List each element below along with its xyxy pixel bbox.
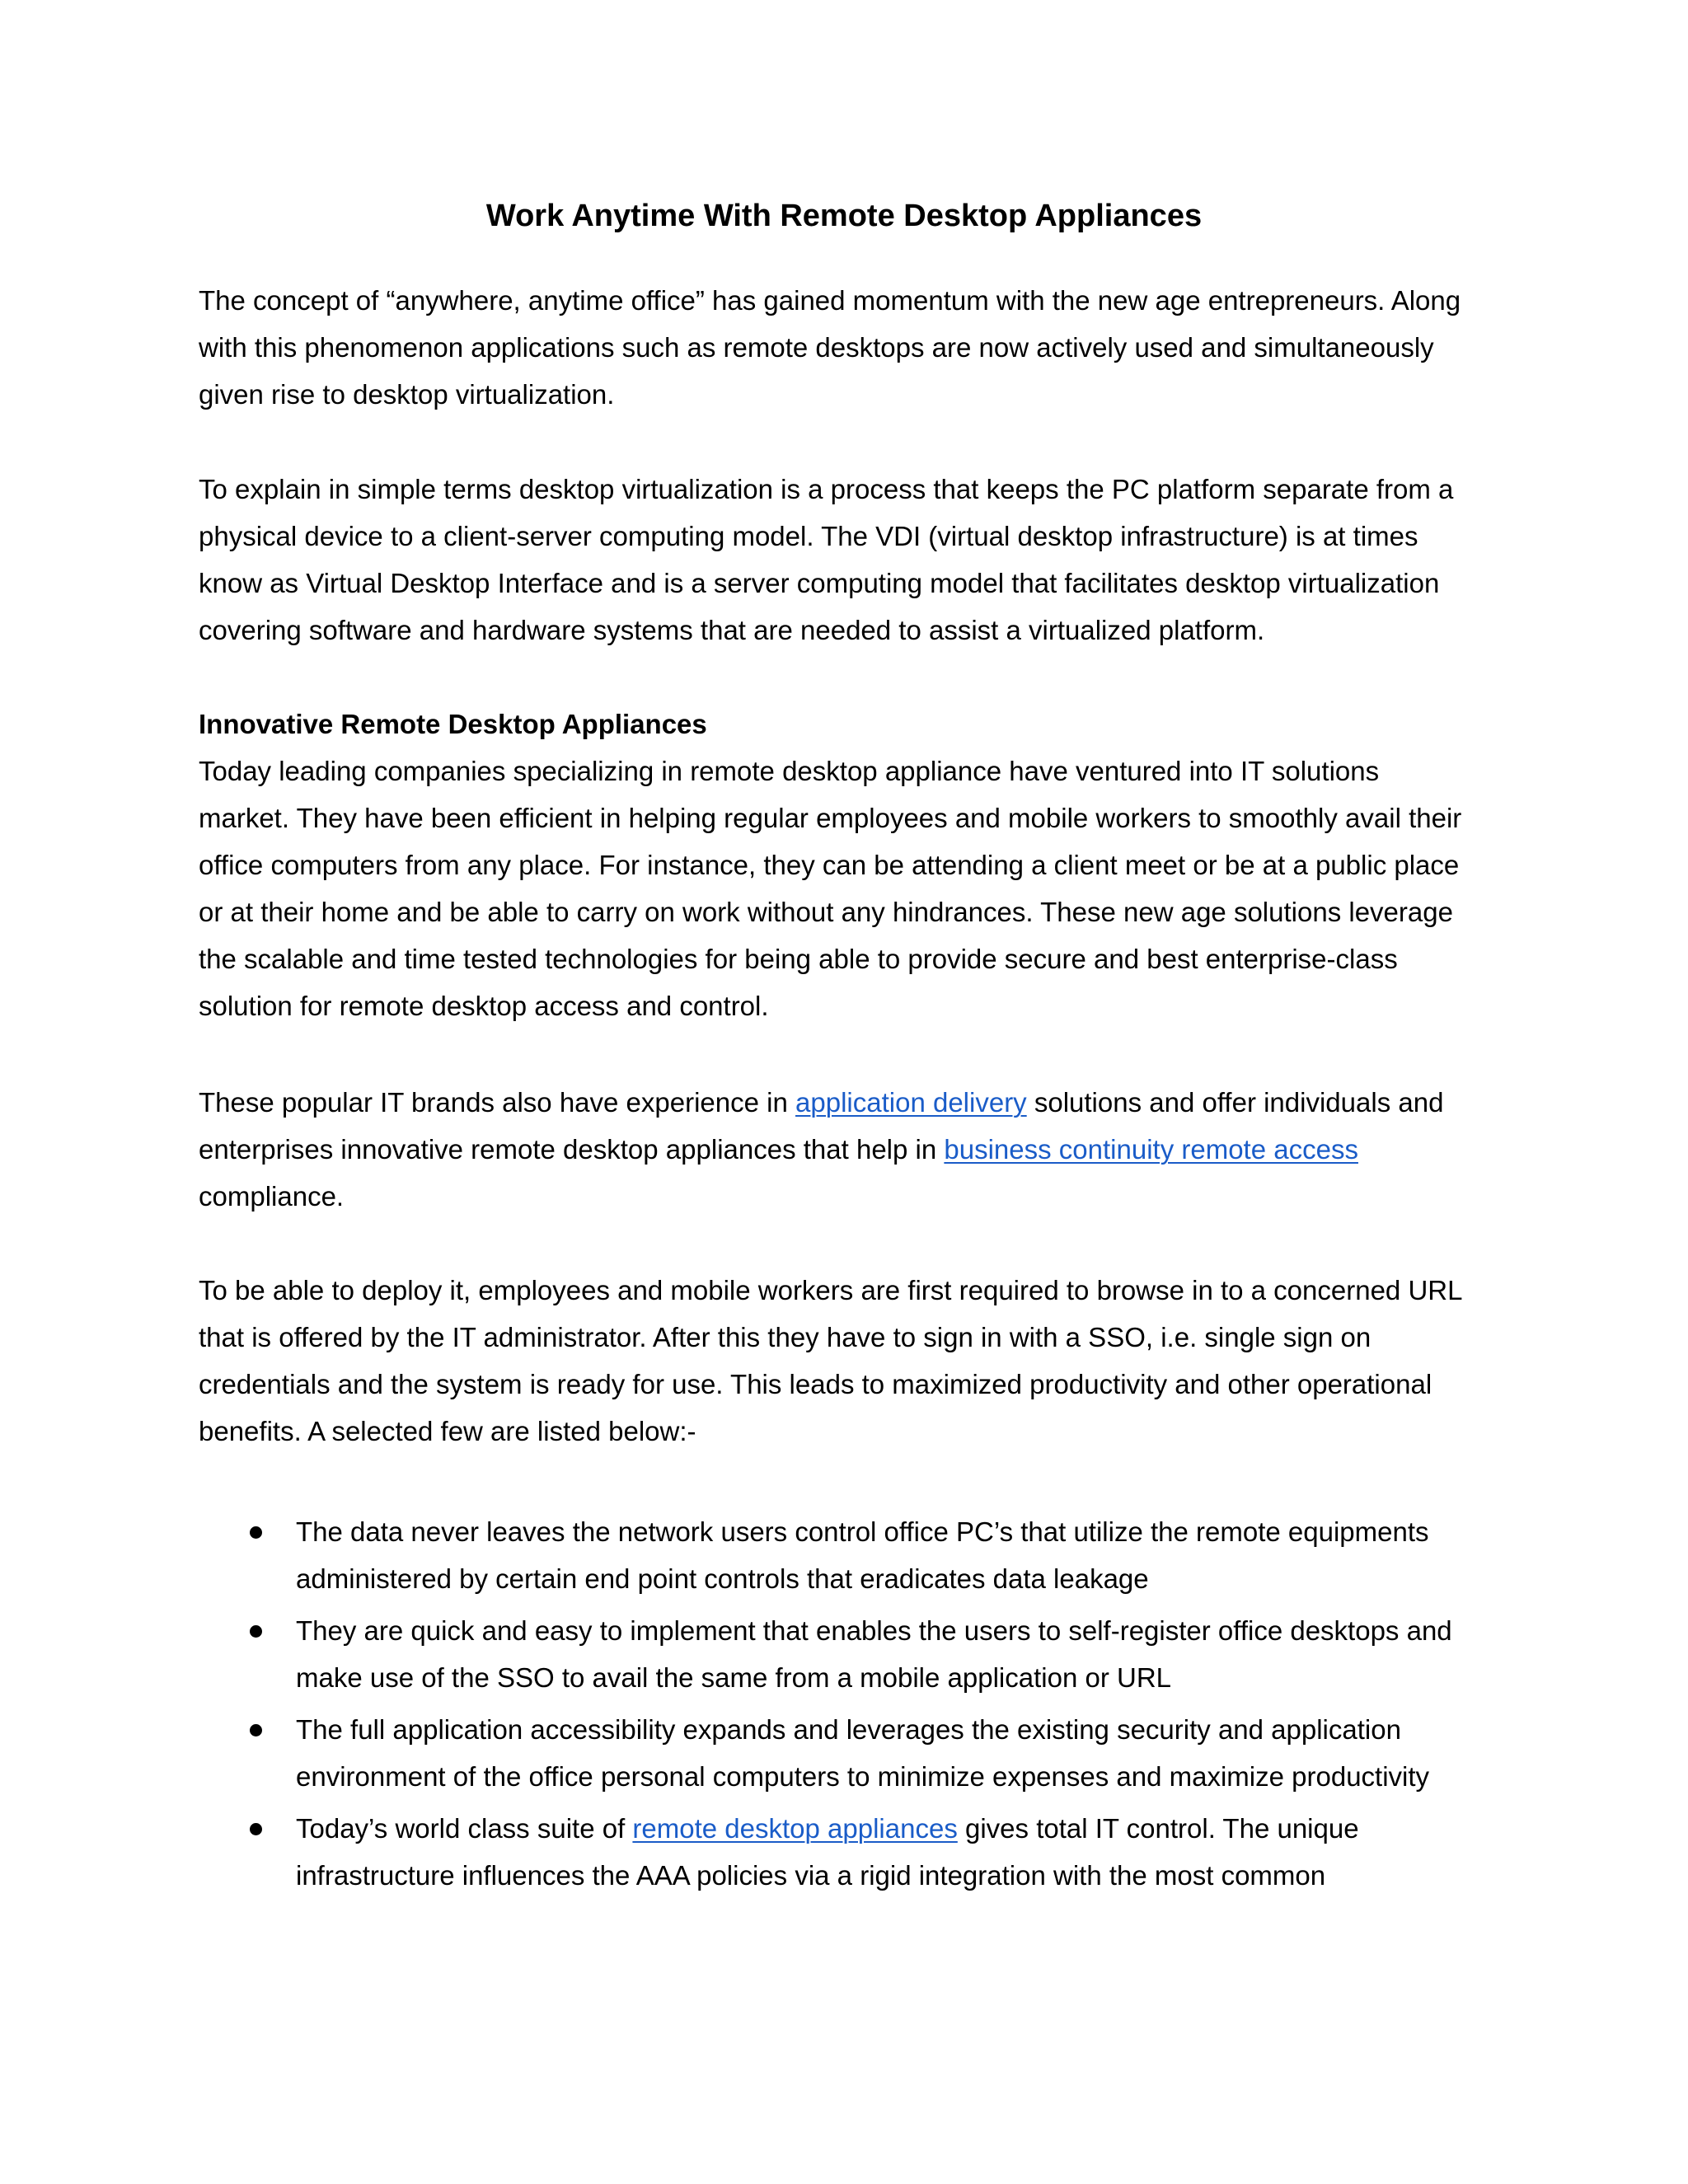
list-item-line	[296, 1805, 1517, 1852]
deploy-line: that is offered by the IT administrator. After this they have to sign in with a SSO, i.e. single sign on	[199, 1322, 1372, 1352]
bullet-icon	[250, 1724, 262, 1736]
business-continuity-link[interactable]: business continuity remote access	[944, 1134, 1358, 1165]
brands-text: enterprises innovative remote desktop appliances that help in	[199, 1134, 945, 1165]
section-line: solution for remote desktop access and control.	[199, 991, 769, 1021]
list-item	[199, 1508, 1517, 1602]
deploy-paragraph	[199, 1267, 1501, 1455]
intro-line: given rise to desktop virtualization.	[199, 379, 615, 410]
list-item-line: They are quick and easy to implement that enables the users to self-register office desktops and	[296, 1615, 1452, 1646]
intro-paragraph	[199, 277, 1501, 418]
section-line: Today leading companies specializing in remote desktop appliance have ventured into IT solutions	[199, 756, 1380, 786]
list-item-line: The data never leaves the network users control office PC’s that utilize the remote equipments	[296, 1516, 1429, 1547]
list-item-text: gives total IT control. The unique	[957, 1813, 1359, 1844]
list-item-line: make use of the SSO to avail the same from a mobile application or URL	[296, 1662, 1172, 1693]
bullet-icon	[250, 1823, 262, 1835]
list-item-line: The full application accessibility expands and leverages the existing security and application	[296, 1714, 1401, 1745]
intro-line: The concept of “anywhere, anytime office” has gained momentum with the new age entrepreneurs. Along	[199, 285, 1461, 316]
section-line: the scalable and time tested technologies for being able to provide secure and best enterprise-class	[199, 944, 1398, 974]
explain-paragraph	[199, 466, 1501, 654]
section-line: market. They have been efficient in helping regular employees and mobile workers to smoothly avail their	[199, 803, 1462, 833]
list-item	[199, 1607, 1517, 1701]
list-item-line: environment of the office personal computers to minimize expenses and maximize productivity	[296, 1761, 1430, 1792]
list-item-text: Today’s world class suite of	[296, 1813, 633, 1844]
brands-text: solutions and offer individuals and	[1026, 1087, 1444, 1118]
list-item	[199, 1706, 1517, 1800]
remote-desktop-appliances-link[interactable]: remote desktop appliances	[632, 1813, 958, 1844]
brands-line	[199, 1126, 1501, 1173]
deploy-line: credentials and the system is ready for use. This leads to maximized productivity and other operational	[199, 1369, 1432, 1399]
benefits-list	[199, 1508, 1517, 1904]
section-line: office computers from any place. For instance, they can be attending a client meet or be at a public place	[199, 850, 1460, 880]
document-title: Work Anytime With Remote Desktop Appliances	[485, 199, 1203, 233]
brands-text: These popular IT brands also have experience in	[199, 1087, 796, 1118]
deploy-line: benefits. A selected few are listed below:-	[199, 1416, 696, 1446]
intro-line: with this phenomenon applications such as remote desktops are now actively used and simultaneously	[199, 332, 1434, 363]
application-delivery-link[interactable]: application delivery	[795, 1087, 1027, 1118]
section-heading: Innovative Remote Desktop Appliances	[199, 709, 707, 739]
explain-line: physical device to a client-server computing model. The VDI (virtual desktop infrastructure) is at times	[199, 521, 1418, 551]
deploy-line: To be able to deploy it, employees and mobile workers are first required to browse in to a concerned URL	[199, 1275, 1463, 1305]
section-line: or at their home and be able to carry on work without any hindrances. These new age solutions leverage	[199, 897, 1453, 927]
explain-line: covering software and hardware systems that are needed to assist a virtualized platform.	[199, 615, 1265, 645]
bullet-icon	[250, 1625, 262, 1638]
section-paragraph	[199, 701, 1501, 1029]
brands-paragraph	[199, 1079, 1501, 1220]
brands-line	[199, 1079, 1501, 1126]
explain-line: know as Virtual Desktop Interface and is a server computing model that facilitates desktop virtualization	[199, 568, 1440, 598]
bullet-icon	[250, 1526, 262, 1539]
brands-line: compliance.	[199, 1181, 345, 1212]
list-item	[199, 1805, 1517, 1899]
list-item-line: infrastructure influences the AAA policies via a rigid integration with the most common	[296, 1860, 1326, 1891]
list-item-line: administered by certain end point controls that eradicates data leakage	[296, 1563, 1149, 1594]
explain-line: To explain in simple terms desktop virtualization is a process that keeps the PC platform separate from a	[199, 474, 1454, 504]
